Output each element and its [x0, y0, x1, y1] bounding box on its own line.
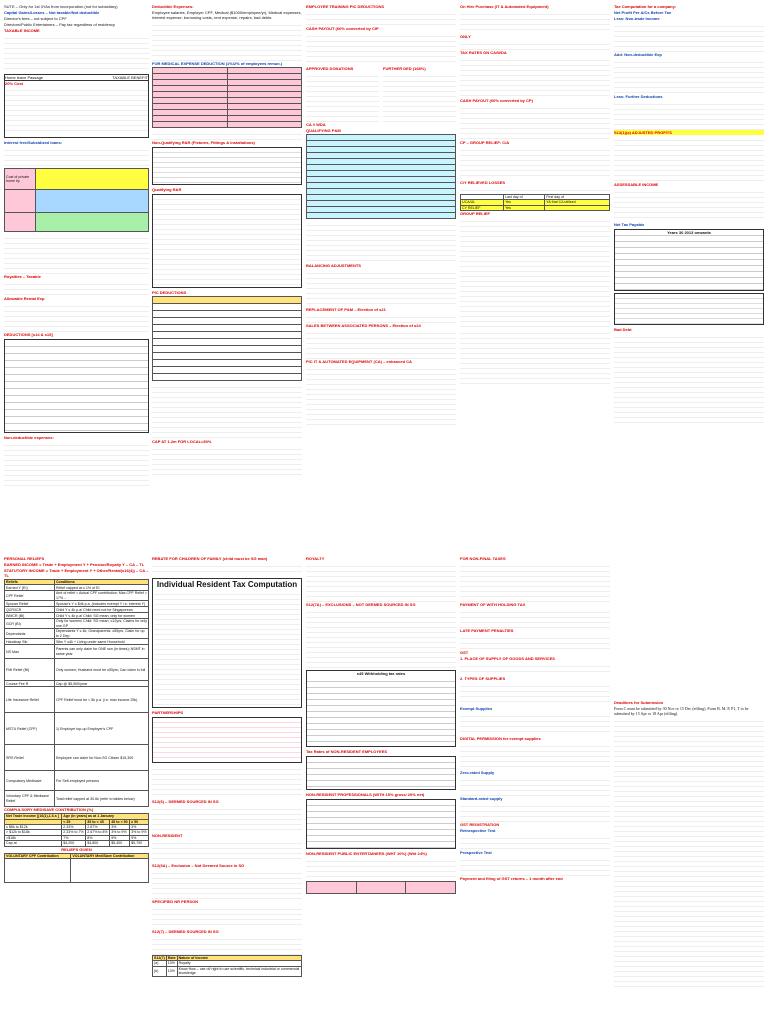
last-day-header: Last day of [504, 195, 545, 200]
cost-20-label: 20% Cost [5, 81, 24, 86]
col1-top [4, 4, 149, 489]
sute-line: SUTE – Only for 1st 3YAs from incorporation (not for subsidiary) [4, 4, 118, 9]
voluntary-table: VOLUNTARY CPF Contribution VOLUNTARY MediSave Contribution [4, 853, 149, 883]
standard-rated-heading: Standard-rated supply [460, 796, 503, 801]
balancing-adjustments-heading: BALANCING ADJUSTMENTS [306, 263, 361, 268]
reliefs-given-heading: RELIEFS GIVEN [61, 846, 92, 852]
only-heading: ONLY [460, 34, 471, 39]
further-deductions-line: Less: Further Deductions [614, 94, 663, 99]
nonres-professionals-heading: NON-RESIDENT PROFESSIONALS (WITH 15% gross/ 20% net) [306, 792, 425, 797]
deductions-table [4, 339, 149, 433]
medical-expense-heading: FOR MEDICAL EXPENSE DEDUCTION (1%/2% of employees remun.) [152, 61, 283, 66]
pic-it-heading: PIC IT & AUTOMATED EQUIPMENT (CA) – enhanced CA [306, 359, 412, 364]
earned-income-line: EARNED INCOME = Trade + Employment Y + Pension/Royalty Y – CA – TL [4, 562, 145, 567]
col2-bottom [152, 556, 302, 977]
retrospective-heading: Retrospective Test [460, 828, 496, 833]
s12-7-table: S12(7) Rate Nature of Income (a) 10% Royalty (b) 10% Know How – use of/ right to use scientific, technical industrial or commercial knowledge [152, 955, 302, 977]
late-payment-heading: LATE PAYMENT PENALTIES [460, 628, 514, 633]
car-cost-label: Cost of private home by [5, 169, 36, 190]
medical-table [152, 67, 302, 128]
wht-table: s45 Withholding tax rates [306, 670, 456, 747]
approved-donations-heading: APPROVED DONATIONS [306, 66, 354, 71]
replacement-pm-heading: REPLACEMENT OF P&M – Election of s21 [306, 307, 386, 312]
zero-rated-heading: Zero-rated Supply [460, 770, 495, 775]
qualifying-pm-table [306, 134, 456, 219]
car-benefit-table [4, 168, 149, 232]
exempt-supplies-heading: Exempt Supplies [460, 706, 493, 711]
tax-rates-ca-heading: TAX RATES ON CA/WDA [460, 50, 507, 55]
col5-top [614, 4, 764, 423]
home-leave-label: Home leave Passage [5, 75, 44, 80]
royalty-heading: ROYALTY [306, 556, 325, 561]
further-deduction-heading: FURTHER DED (168%) [383, 66, 426, 71]
col4-top [460, 4, 610, 387]
pic-deductions-heading: PIC DEDUCTIONS [152, 290, 187, 295]
interest-free-loans: Interest free/Subsidized loans: [4, 140, 63, 145]
deadlines-text: Form C must be submitted by 30 Nov or 15 Dec (efiling). Form B, M, P, P1, T to be submitted by 15 Apr or 18 Apr (efiling). [614, 706, 749, 716]
ucaul-table: Last day of First day of UCA/UL Yes YA that CA utilised CY RELIEF Yes [460, 194, 610, 211]
col2-top [152, 4, 302, 475]
deductions-heading: DEDUCTIONS [s14 & s15] [4, 332, 53, 337]
qualifying-pm-heading: QUALIFYING P&M [306, 128, 341, 133]
s12-7a-heading: S12(7A) – EXCLUSIONS – NOT DEEMED SOURCED IN SG [306, 602, 416, 607]
place-of-supply-heading: 1. PLACE OF SUPPLY OF GOODS AND SERVICES [460, 656, 555, 661]
exclusion-heading: S12(6A) – Exclusion – Not Deemed Source in SG [152, 863, 245, 868]
col3-bottom [306, 556, 456, 894]
assessable-income-heading: ASSESSABLE INCOME [614, 182, 659, 187]
personal-reliefs-heading: PERSONAL RELIEFS [4, 556, 45, 561]
first-day-header: First day of [545, 195, 610, 200]
net-tax-payable-line: Net Tax Payable [614, 222, 645, 227]
entertainer-table [306, 881, 456, 894]
non-deductible-heading: Non-deductible expenses: [4, 435, 54, 440]
cash-payout-heading: CASH PAYOUT (60% converted by CIP [306, 26, 379, 31]
gst-registration-heading: GST REGISTRATION [460, 822, 500, 827]
deadlines-heading: Deadlines for Submission [614, 700, 664, 705]
prospective-heading: Prospective Test [460, 850, 492, 855]
home-leave-box [4, 74, 149, 138]
less-nontrade-line: Less: Non-trade Income [614, 16, 660, 21]
rebate-children-heading: REBATE FOR CHILDREN OF FAMILY (child must be SG man) [152, 556, 268, 561]
pic-table [152, 296, 302, 381]
non-final-taxes-heading: FOR NON-FINAL TAXES [460, 556, 506, 561]
col4-bottom [460, 556, 610, 882]
non-qualifying-rr-heading: Non-Qualifying R&R (Fixtures, Fittings & Installations) [152, 140, 255, 145]
payment-wht-heading: PAYMENT OF WITH HOLDING TAX [460, 602, 526, 607]
gst-heading: GST [460, 650, 469, 655]
capital-gains-line: Capital Gains/Losses – Not taxable/Not deductible [4, 10, 100, 15]
group-relief-heading: GROUP RELIEF [460, 211, 490, 217]
irt-title: Individual Resident Tax Computation [156, 580, 298, 589]
bad-debt-heading: Bad Debt [614, 327, 632, 332]
taxable-income-heading: TAXABLE INCOME [4, 28, 40, 33]
employee-training-heading: EMPLOYEE TRAINING PIC DEDUCTIONS [306, 4, 385, 9]
reliefs-table: Reliefs Conditions Earned Y (EI) Relief capped at ≤ 1% of EI CPF Relief Amt of relief = Actual CPF contribution; Max CPF Relief = 17% ... Spouse Relief Spouse's Y ≤ $4k p.a. (includes exempt Y i.e. interest Y) QCR/ICR Child Y ≤ 4k p.a/ Child need not be Singaporean WMCR (BI) Child Y ≤ 4k p.a/ Child: SG mean; only for women GCR (BI) Only for women/ Child: SG mean, ≤12yrs; Claims for only one GP Dependants Dependants Y ≤ 4k; Grandparents: ≥55yrs, Claim for up to 2 Dep Handicap Sib Sibs Y ≤4k + Living under same Household NS Man Parents can only claim for ONE son (in times); NSMT in same year FMI Relief (BI) Only women; Husband must be ≥55yrs; Can claim in full Course Fee R Cap @ $5,500/year Life Insurance Relief CPF Relief must be < 5k p.a. (i.e. max income 25k) MSTU Relief (CPF) 1) Employer top-up Employer's CPF SRS Relief Employee can claim for Non-SG Citizen $15,300 Compulsory Medisave For Self-employed persons Voluntary CPF & Medisave Relief Total relief capped at 30.6k (refer to tables below) [4, 579, 149, 807]
deductible-expenses-heading: Deductible Expenses: [152, 4, 194, 9]
col5-bottom [614, 700, 764, 987]
cy-relieved-heading: C/Y RELIEVED LOSSES [460, 180, 506, 185]
sales-associated-heading: SALES BETWEEN ASSOCIATED PERSONS – Election of s24 [306, 323, 421, 328]
add-nondeductible-line: Add: Non-deductible Exp [614, 52, 662, 57]
hire-purchase-heading: On Hire Purchase (IT & Automated Equipment) [460, 4, 549, 9]
pic-cap-footer: CAP AT 1.2m FOR LOCAL=50% [152, 439, 212, 444]
tax-computation-heading: Tax Computation for a company: [614, 4, 677, 9]
allowable-rental-heading: Allowable Rental Exp [4, 296, 45, 301]
non-resident-heading: NON-RESIDENT [152, 833, 183, 838]
taxable-income-text [4, 34, 149, 72]
statutory-income-line: STATUTORY INCOME = Trade + Employment Y + Other/Rental(s16(4)) – CA – TL [4, 568, 149, 578]
deductible-expenses-text: Employee salaries, Employer CPF, Medical ($1000/employee/yr), Medical expenses, Interest expense, borrowing costs, rent expense, repairs, bad debts [152, 10, 302, 20]
medisave-heading: COMPULSORY MEDISAVE CONTRIBUTION (%) [4, 807, 94, 813]
directors-fee-line: Director's fees – not subject to CPF [4, 16, 67, 21]
col3-top [306, 4, 456, 429]
partnerships-heading: PARTNERSHIPS [152, 710, 184, 715]
s12-7-heading: S12(7) – DEEMED SOURCED IN SG [152, 929, 219, 934]
specified-nr-heading: SPECIFIED NR PERSON [152, 899, 199, 904]
nonres-entertainers-heading: NON-RESIDENT PUBLIC ENTERTAINERS (WHT 10%) (Wht 24%) [306, 851, 427, 856]
irt-box [152, 578, 302, 708]
col1-bottom [4, 556, 149, 883]
directors-entertainers-line: Directors/Public Entertainers – Pay tax regardless of residency [4, 22, 115, 27]
types-of-supplies-heading: 2. TYPES OF SUPPLIES [460, 676, 506, 681]
adjusted-profits-line: S13(1)(a) ADJUSTED PROFITS [614, 130, 764, 135]
deemed-sourced-heading: S12(6) – DEEMED SOURCED IN SG [152, 799, 219, 804]
qualifying-rr-heading: Qualifying R&R [152, 187, 182, 192]
ucaul-label: UCA/UL [461, 200, 504, 205]
net-profit-line: Net Profit Per A/Cs Before Tax [614, 10, 672, 15]
years-table: Years 30 2013 onwards [614, 229, 764, 291]
digital-permission-heading: DIGITAL PERMISSION for exempt supplies [460, 736, 541, 741]
payment-gst-heading: Payment and filing of GST returns – 1 month after end [460, 876, 563, 881]
nonres-employees-heading: Tax Rates of NON-RESIDENT EMPLOYEES [306, 749, 388, 754]
medisave-table: Net Trade Income [(16(1),1.6.s ] Age (in years) as at 1 January < 35 35 to < 45 45 to < 50 ≥ 50 ≤ $6k to $12k 2.33% 2.67% 3% 3% > $12k to $18k 2.33% to 7% 2.67% to 8% 3% to 9% 3% to 9% >$18k 7% 8% 9% 9% Cap at $4,200 $4,800 $5,400 $5,700 [6, 814, 147, 846]
taxable-benefit-label: TAXABLE BENEFIT [112, 75, 148, 80]
ca-wda-heading: CA // WDA [306, 122, 326, 127]
cash-payout-cp-heading: CASH PAYOUT (60% converted by CP) [460, 98, 533, 103]
cp-group-relief-heading: CP – GROUP RELIEF: C/A [460, 140, 510, 145]
royalties-heading: Royalties – Taxable [4, 274, 41, 279]
